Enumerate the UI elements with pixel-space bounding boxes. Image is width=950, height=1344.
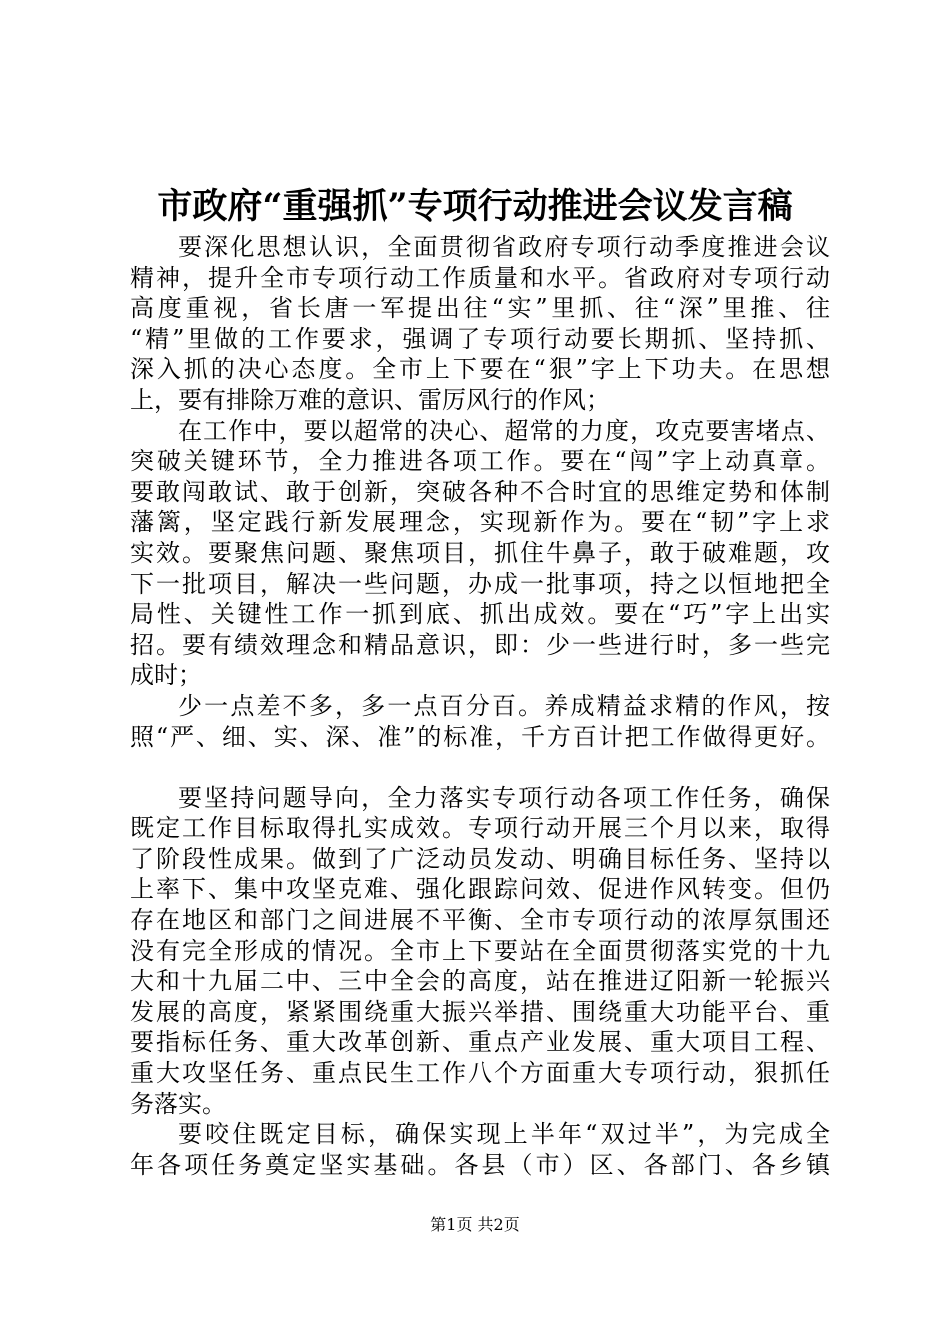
text-line: 高度重视，省长唐一军提出往“实”里抓、往“深”里推、往: [130, 294, 830, 323]
text-line: 成时；: [130, 661, 202, 690]
text-line: 上，要有排除万难的意识、雷厉风行的作风；: [130, 385, 610, 414]
text-line: 上率下、集中攻坚克难、强化跟踪问效、促进作风转变。但仍: [130, 875, 830, 904]
text-line: 下一批项目，解决一些问题，办成一批事项，持之以恒地把全: [130, 569, 830, 598]
text-line: 在工作中，要以超常的决心、超常的力度，攻克要害堵点、: [178, 416, 830, 445]
text-line: 少一点差不多，多一点百分百。养成精益求精的作风，按: [178, 691, 830, 720]
text-line: 藩篱，坚定践行新发展理念，实现新作为。要在“韧”字上求: [130, 508, 830, 537]
text-line: 发展的高度，紧紧围绕重大振兴举措、围绕重大功能平台、重: [130, 997, 830, 1026]
text-line: 既定工作目标取得扎实成效。专项行动开展三个月以来，取得: [130, 814, 830, 843]
text-line: 招。要有绩效理念和精品意识，即：少一些进行时，多一些完: [130, 630, 830, 659]
page-footer: [0, 1213, 950, 1237]
text-line: 要敢闯敢试、敢于创新，突破各种不合时宜的思维定势和体制: [130, 477, 830, 506]
text-line: 突破关键环节，全力推进各项工作。要在“闯”字上动真章。: [130, 447, 830, 476]
text-line: 要咬住既定目标，确保实现上半年“双过半”，为完成全: [178, 1120, 830, 1149]
text-line: 要坚持问题导向，全力落实专项行动各项工作任务，确保: [178, 783, 830, 812]
text-line: 要深化思想认识，全面贯彻省政府专项行动季度推进会议: [178, 233, 830, 261]
text-line: 深入抓的决心态度。全市上下要在“狠”字上下功夫。在思想: [130, 355, 830, 384]
text-line: 照“严、细、实、深、准”的标准，千方百计把工作做得更好。: [130, 722, 830, 751]
blank-line: [130, 752, 830, 783]
text-line: 局性、关键性工作一抓到底、抓出成效。要在“巧”字上出实: [130, 600, 830, 629]
text-line: 实效。要聚焦问题、聚焦项目，抓住牛鼻子，敢于破难题，攻: [130, 538, 830, 567]
text-line: 重大攻坚任务、重点民生工作八个方面重大专项行动，狠抓任: [130, 1059, 830, 1088]
text-line: 年各项任务奠定坚实基础。各县（市）区、各部门、各乡镇: [130, 1150, 830, 1179]
text-line: 存在地区和部门之间进展不平衡、全市专项行动的浓厚氛围还: [130, 906, 830, 935]
text-line: 精神，提升全市专项行动工作质量和水平。省政府对专项行动: [130, 263, 830, 292]
document-title: 市政府“重强抓”专项行动推进会议发言稿: [157, 186, 793, 227]
text-line: 务落实。: [130, 1089, 226, 1118]
text-line: 大和十九届二中、三中全会的高度，站在推进辽阳新一轮振兴: [130, 967, 830, 996]
text-line: 要指标任务、重大改革创新、重点产业发展、重大项目工程、: [130, 1028, 830, 1057]
text-line: “精”里做的工作要求，强调了专项行动要长期抓、坚持抓、: [130, 324, 830, 353]
document-body: [130, 232, 830, 1180]
text-line: 了阶段性成果。做到了广泛动员发动、明确目标任务、坚持以: [130, 844, 830, 873]
text-line: 没有完全形成的情况。全市上下要站在全面贯彻落实党的十九: [130, 936, 830, 965]
page-number: 第1页 共2页: [430, 1215, 520, 1234]
